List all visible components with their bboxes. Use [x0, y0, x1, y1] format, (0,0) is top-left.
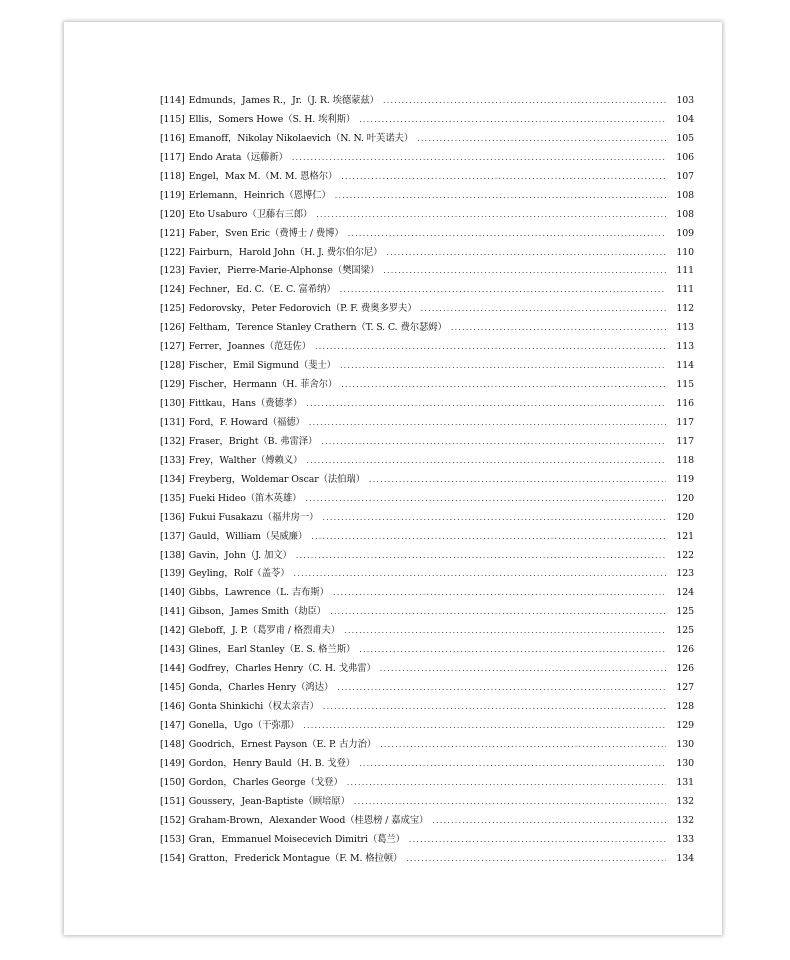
dot-leader [337, 683, 666, 692]
entry-page: 128 [676, 701, 694, 712]
entry-page: 125 [676, 625, 694, 637]
toc-entry [160, 130, 694, 149]
entry-title: Gleboff，J. P.（葛罗甫 / 格烈甫夫） [188, 625, 341, 637]
toc-entry [160, 831, 694, 850]
entry-page: 127 [676, 682, 694, 694]
dot-leader [292, 153, 666, 162]
entry-page: 125 [676, 606, 694, 618]
entry-title: Gordon，Henry Bauld（H. B. 戈登） [188, 757, 356, 769]
dot-leader [330, 607, 666, 616]
entry-number: [137] [160, 530, 185, 542]
toc-entry [160, 338, 694, 357]
entry-page: 103 [676, 95, 694, 106]
dot-leader [354, 797, 666, 806]
entry-title: Gran，Emmanuel Moisecevich Dimitri（葛兰） [188, 833, 405, 845]
dot-leader [383, 96, 666, 105]
entry-number: [131] [160, 416, 185, 428]
dot-leader [322, 513, 666, 522]
dot-leader [316, 210, 666, 219]
entry-title: Gauld，William（吴威廉） [188, 530, 308, 542]
entry-page: 126 [676, 644, 694, 656]
entry-number: [123] [160, 265, 185, 277]
toc-entry [160, 262, 694, 281]
entry-title: Fraser，Bright（B. 弗雷泽） [188, 435, 318, 447]
entry-number: [127] [160, 341, 185, 353]
entry-number: [140] [160, 587, 185, 599]
entry-page: 122 [676, 549, 694, 561]
entry-page: 111 [676, 265, 694, 277]
entry-title: Goodrich，Ernest Payson（E. P. 古力治） [188, 738, 377, 750]
entry-number: [143] [160, 644, 185, 656]
toc-entry [160, 622, 694, 641]
entry-number: [116] [160, 132, 185, 144]
entry-title: Fedorovsky，Peter Fedorovich（P. F. 费奥多罗夫） [188, 303, 417, 315]
entry-page: 121 [676, 530, 694, 542]
entry-page: 117 [676, 435, 694, 447]
entry-page: 124 [676, 587, 694, 599]
entry-page: 117 [676, 416, 694, 428]
entry-page: 119 [676, 473, 694, 485]
entry-title: Frey，Walther（傅赖义） [188, 454, 303, 466]
toc-entry [160, 319, 694, 338]
toc-entry [160, 584, 694, 603]
dot-leader [348, 229, 666, 238]
entry-page: 105 [676, 132, 694, 144]
entry-number: [115] [160, 113, 185, 125]
entry-page: 110 [676, 246, 694, 258]
dot-leader [335, 191, 666, 200]
dot-leader [340, 361, 666, 370]
dot-leader [306, 399, 666, 408]
entry-page: 111 [676, 284, 694, 296]
entry-number: [118] [160, 170, 185, 182]
entry-title: Gonella，Ugo（干弥那） [188, 719, 300, 731]
entry-number: [122] [160, 246, 185, 258]
dot-leader [340, 285, 666, 294]
entry-title: Faber，Sven Eric（费博士 / 费博） [188, 227, 344, 239]
dot-leader [421, 304, 666, 313]
dot-leader [323, 702, 666, 711]
entry-number: [145] [160, 682, 185, 694]
dot-leader [309, 418, 666, 427]
entry-page: 126 [676, 663, 694, 675]
dot-leader [417, 134, 666, 143]
entry-page: 123 [676, 568, 694, 580]
entry-title: Freyberg，Woldemar Oscar（法伯瑞） [188, 473, 365, 485]
entry-page: 116 [676, 398, 694, 409]
entry-title: Edmunds，James R.，Jr.（J. R. 埃德蒙兹） [188, 95, 379, 106]
toc-entry [160, 679, 694, 698]
dot-leader [369, 475, 666, 484]
toc-entry [160, 395, 694, 414]
toc-entry [160, 641, 694, 660]
entry-title: Feltham，Terence Stanley Crathern（T. S. C. 费尔瑟姆） [188, 322, 447, 334]
dot-leader [306, 456, 666, 465]
entry-number: [126] [160, 322, 185, 334]
toc-entry [160, 187, 694, 206]
entry-title: Fairburn，Harold John（H. J. 费尔伯尔尼） [188, 246, 383, 258]
entry-title: Gonda，Charles Henry（鸿达） [188, 682, 334, 694]
entry-page: 132 [676, 795, 694, 807]
entry-number: [144] [160, 663, 185, 675]
entry-page: 129 [676, 719, 694, 731]
entry-number: [149] [160, 757, 185, 769]
entry-title: Ferrer，Joannes（范廷佐） [188, 341, 312, 353]
entry-number: [132] [160, 435, 185, 447]
entry-number: [134] [160, 473, 185, 485]
entry-page: 109 [676, 227, 694, 239]
entry-title: Gonta Shinkichi（权太亲吉） [188, 701, 319, 712]
entry-number: [133] [160, 454, 185, 466]
toc-entry [160, 565, 694, 584]
document-page [64, 22, 722, 935]
table-of-contents [160, 92, 694, 868]
entry-number: [121] [160, 227, 185, 239]
toc-entry [160, 414, 694, 433]
dot-leader [347, 778, 666, 787]
entry-page: 120 [676, 492, 694, 504]
entry-title: Gibbs，Lawrence（L. 吉布斯） [188, 587, 329, 599]
dot-leader [303, 721, 666, 730]
entry-title: Fechner，Ed. C.（E. C. 富希纳） [188, 284, 336, 296]
entry-number: [146] [160, 701, 185, 712]
dot-leader [451, 323, 666, 332]
entry-page: 118 [676, 454, 694, 466]
toc-entry [160, 717, 694, 736]
entry-page: 107 [676, 170, 694, 182]
dot-leader [341, 380, 666, 389]
toc-entry [160, 547, 694, 566]
toc-entry [160, 774, 694, 793]
toc-entry [160, 452, 694, 471]
entry-number: [125] [160, 303, 185, 315]
toc-entry [160, 490, 694, 509]
toc-entry [160, 376, 694, 395]
entry-title: Endo Arata（远藤新） [188, 151, 288, 163]
entry-page: 106 [676, 151, 694, 163]
toc-entry [160, 300, 694, 319]
dot-leader [432, 816, 666, 825]
entry-page: 112 [676, 303, 694, 315]
entry-number: [141] [160, 606, 185, 618]
entry-page: 132 [676, 814, 694, 826]
entry-title: Gordon，Charles George（戈登） [188, 776, 343, 788]
entry-number: [136] [160, 511, 185, 523]
entry-number: [151] [160, 795, 185, 807]
dot-leader [344, 626, 666, 635]
toc-entry [160, 357, 694, 376]
entry-number: [138] [160, 549, 185, 561]
toc-entry [160, 471, 694, 490]
dot-leader [321, 437, 666, 446]
entry-number: [147] [160, 719, 185, 731]
entry-number: [152] [160, 814, 185, 826]
toc-entry [160, 244, 694, 263]
toc-entry [160, 168, 694, 187]
entry-title: Fukui Fusakazu（福井房一） [188, 511, 319, 523]
entry-number: [117] [160, 151, 185, 163]
entry-number: [150] [160, 776, 185, 788]
dot-leader [305, 494, 666, 503]
entry-title: Geyling，Rolf（盖苓） [188, 568, 290, 580]
entry-page: 108 [676, 208, 694, 220]
entry-number: [153] [160, 833, 185, 845]
entry-title: Glines，Earl Stanley（E. S. 格兰斯） [188, 644, 356, 656]
entry-page: 115 [676, 379, 694, 391]
entry-page: 113 [676, 322, 694, 334]
entry-page: 120 [676, 511, 694, 523]
entry-title: Fueki Hideo（笛木英雄） [188, 492, 302, 504]
toc-entry [160, 225, 694, 244]
toc-entry [160, 755, 694, 774]
dot-leader [409, 835, 666, 844]
dot-leader [406, 854, 666, 863]
entry-number: [154] [160, 852, 185, 864]
toc-entry [160, 92, 694, 111]
entry-number: [119] [160, 189, 185, 201]
entry-page: 104 [676, 113, 694, 125]
toc-entry [160, 111, 694, 130]
entry-page: 113 [676, 341, 694, 353]
toc-entry [160, 660, 694, 679]
dot-leader [359, 115, 666, 124]
toc-entry [160, 793, 694, 812]
toc-entry [160, 206, 694, 225]
entry-number: [139] [160, 568, 185, 580]
toc-entry [160, 509, 694, 528]
entry-title: Fischer，Emil Sigmund（斐士） [188, 360, 336, 372]
entry-number: [135] [160, 492, 185, 504]
toc-entry [160, 281, 694, 300]
entry-number: [128] [160, 360, 185, 372]
entry-title: Fittkau，Hans（费德孝） [188, 398, 303, 409]
toc-entry [160, 433, 694, 452]
toc-entry [160, 603, 694, 622]
entry-title: Engel，Max M.（M. M. 恩格尔） [188, 170, 338, 182]
entry-page: 133 [676, 833, 694, 845]
dot-leader [386, 248, 666, 257]
entry-page: 130 [676, 738, 694, 750]
toc-entry [160, 812, 694, 831]
toc-entry [160, 698, 694, 717]
entry-title: Ellis，Somers Howe（S. H. 埃利斯） [188, 113, 356, 125]
entry-title: Eto Usaburo（卫藤右三郎） [188, 208, 313, 220]
entry-title: Graham-Brown，Alexander Wood（桂恩榜 / 嘉成宝） [188, 814, 429, 826]
toc-entry [160, 850, 694, 869]
entry-number: [148] [160, 738, 185, 750]
entry-title: Gratton，Frederick Montague（F. M. 格拉顿） [188, 852, 403, 864]
dot-leader [359, 759, 666, 768]
entry-title: Gibson，James Smith（劫臣） [188, 606, 327, 618]
dot-leader [359, 645, 666, 654]
dot-leader [294, 569, 666, 578]
entry-page: 130 [676, 757, 694, 769]
entry-number: [142] [160, 625, 185, 637]
entry-title: Favier，Pierre-Marie-Alphonse（樊国梁） [188, 265, 380, 277]
toc-entry [160, 528, 694, 547]
dot-leader [380, 664, 666, 673]
dot-leader [296, 551, 666, 560]
entry-number: [129] [160, 379, 185, 391]
toc-entry [160, 736, 694, 755]
entry-title: Emanoff，Nikolay Nikolaevich（N. N. 叶芙诺夫） [188, 132, 414, 144]
entry-page: 134 [676, 852, 694, 864]
entry-title: Gavin，John（J. 加文） [188, 549, 292, 561]
entry-title: Ford，F. Howard（福德） [188, 416, 305, 428]
dot-leader [380, 740, 666, 749]
dot-leader [315, 342, 666, 351]
entry-number: [114] [160, 95, 185, 106]
entry-number: [130] [160, 398, 185, 409]
entry-title: Goussery，Jean-Baptiste（顾培原） [188, 795, 350, 807]
entry-page: 114 [676, 360, 694, 372]
dot-leader [341, 172, 666, 181]
dot-leader [383, 266, 666, 275]
entry-number: [124] [160, 284, 185, 296]
entry-number: [120] [160, 208, 185, 220]
dot-leader [333, 588, 666, 597]
entry-title: Erlemann，Heinrich（恩博仁） [188, 189, 331, 201]
entry-page: 131 [676, 776, 694, 788]
toc-entry [160, 149, 694, 168]
dot-leader [311, 532, 666, 541]
entry-page: 108 [676, 189, 694, 201]
entry-title: Godfrey，Charles Henry（C. H. 戈弗雷） [188, 663, 376, 675]
entry-title: Fischer，Hermann（H. 菲舍尔） [188, 379, 338, 391]
